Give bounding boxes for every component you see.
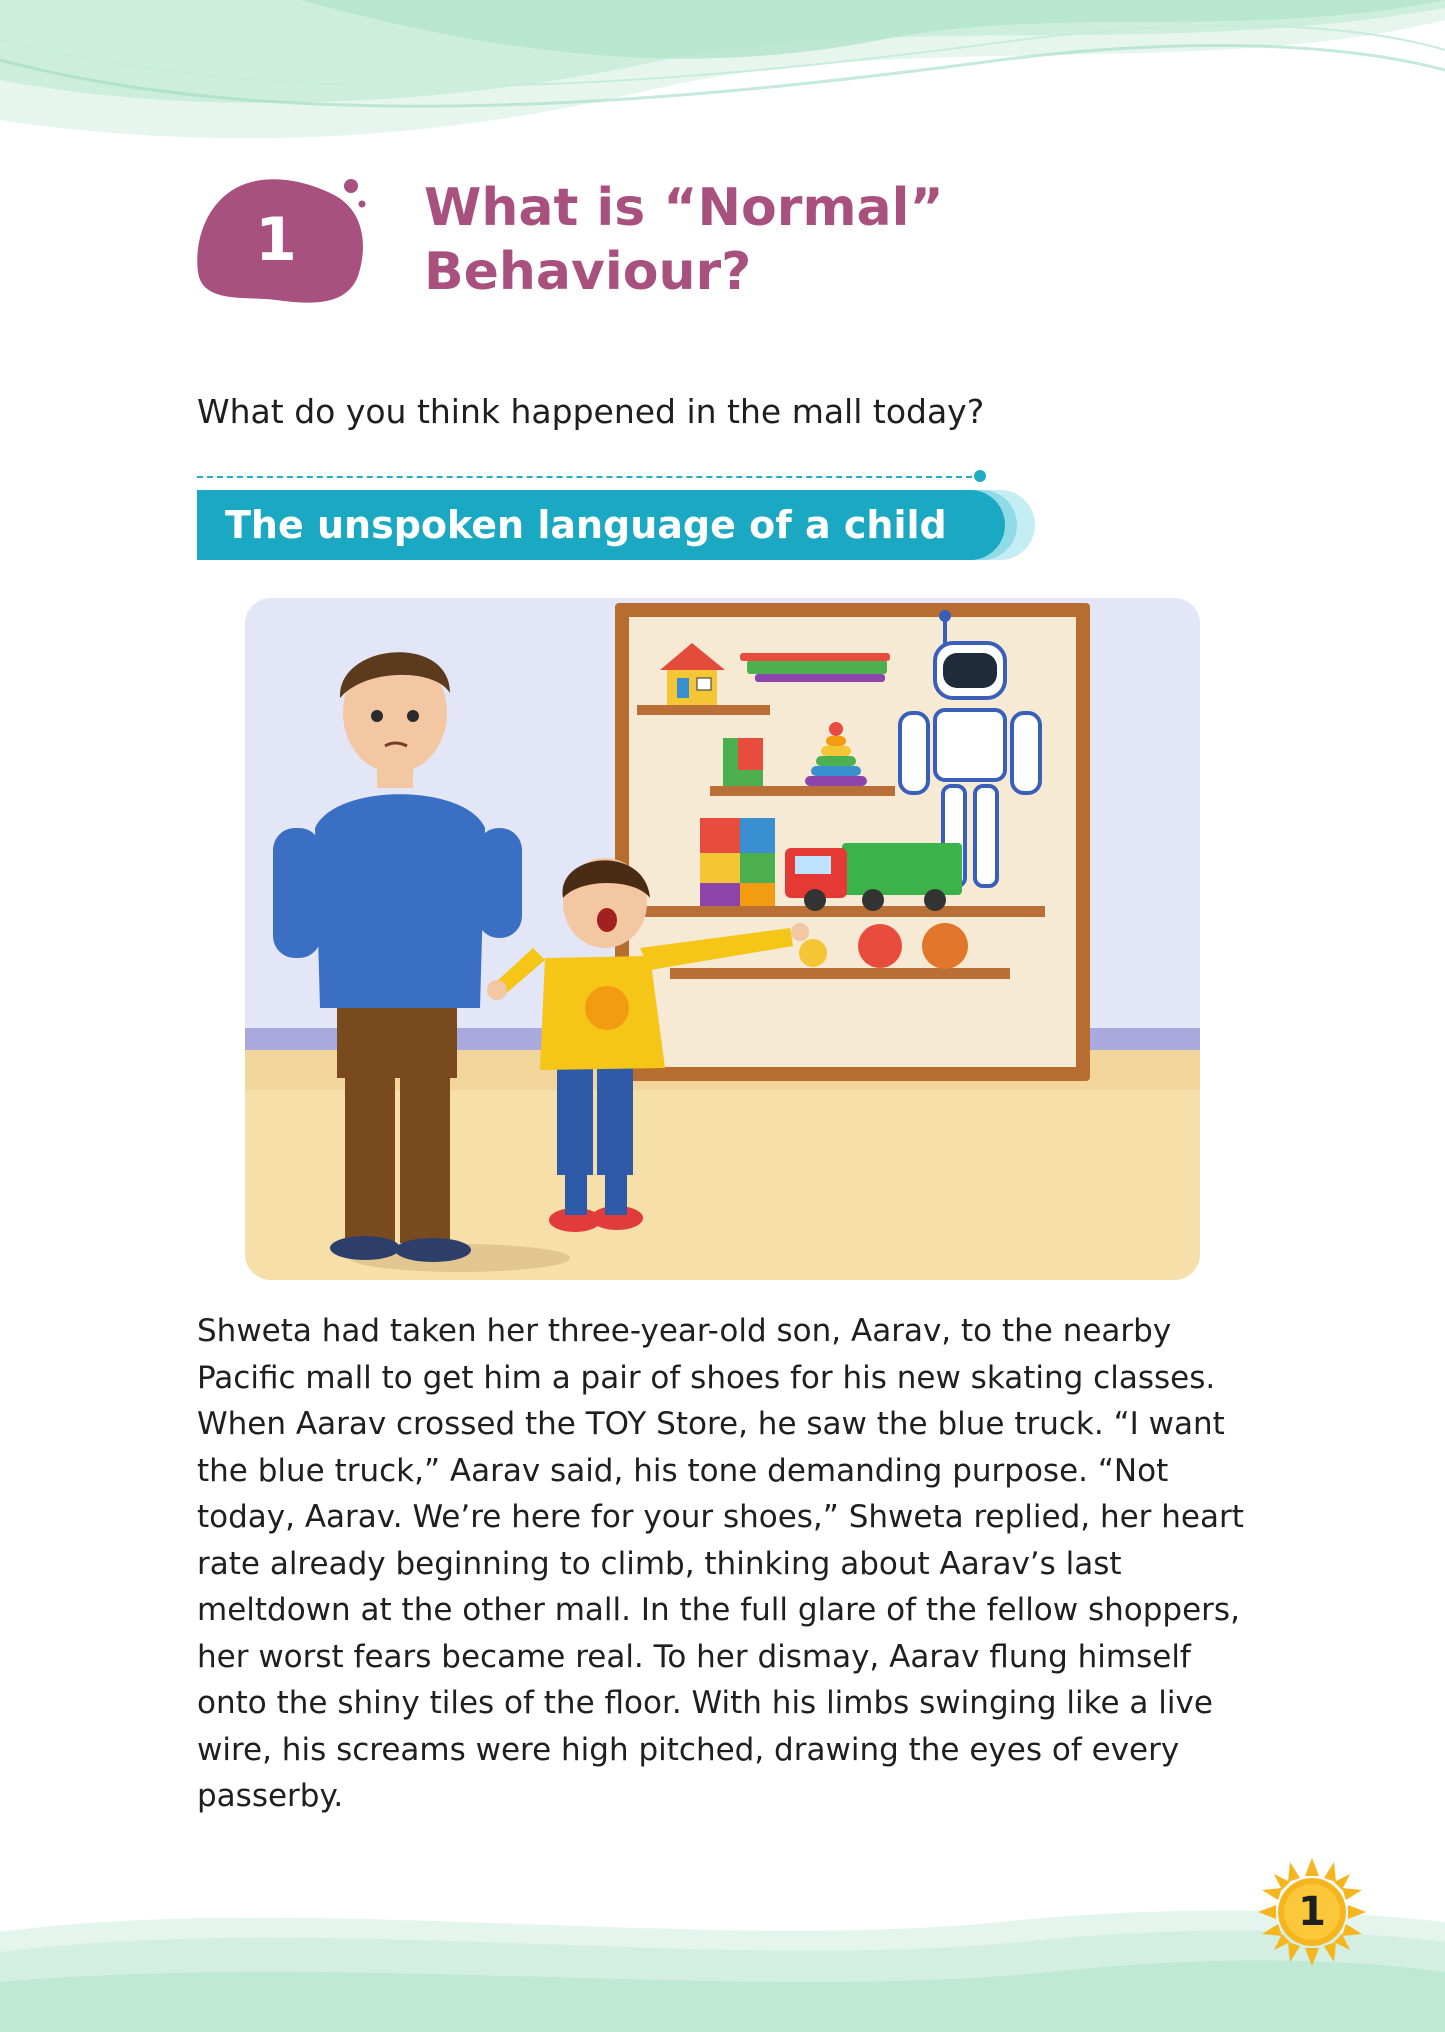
divider-dot xyxy=(974,470,986,482)
chapter-title xyxy=(424,176,1064,304)
story-paragraph: Shweta had taken her three-year-old son, Aarav, to the nearby Pacific mall to get him a pair of shoes for his new skating classes. When Aarav crossed the TOY Store, he saw the blue truck. “I want the blue truck,” Aarav said, his tone demanding purpose. “Not today, Aarav. We’re here for your shoes,” Shweta replied, her heart rate already beginning to climb, thinking about Aarav’s last meltdown at the other mall. In the full glare of the fellow shoppers, her worst fears became real. To her dismay, Aarav flung himself onto the shiny tiles of the floor. With his limbs swinging like a live wire, his screams were high pitched, drawing the eyes of every passerby. xyxy=(197,1313,1244,1814)
page-number: 1 xyxy=(1298,1889,1326,1935)
dashed-divider xyxy=(197,476,982,478)
section-banner xyxy=(197,490,1037,560)
intro-question: What do you think happened in the mall today? xyxy=(197,392,985,431)
illustration-drawing xyxy=(245,598,1200,1280)
page-number-badge xyxy=(1258,1858,1366,1966)
story-text xyxy=(197,1308,1257,1820)
top-wave-decoration xyxy=(0,0,1445,170)
chapter-heading xyxy=(196,176,1096,316)
toy-store-illustration xyxy=(245,598,1200,1280)
chapter-title-line-1: What is “Normal” xyxy=(424,178,944,238)
section-banner-title: The unspoken language of a child xyxy=(225,503,947,547)
chapter-number: 1 xyxy=(255,205,297,275)
chapter-title-line-2: Behaviour? xyxy=(424,242,752,302)
bottom-wave-decoration xyxy=(0,1892,1445,2032)
